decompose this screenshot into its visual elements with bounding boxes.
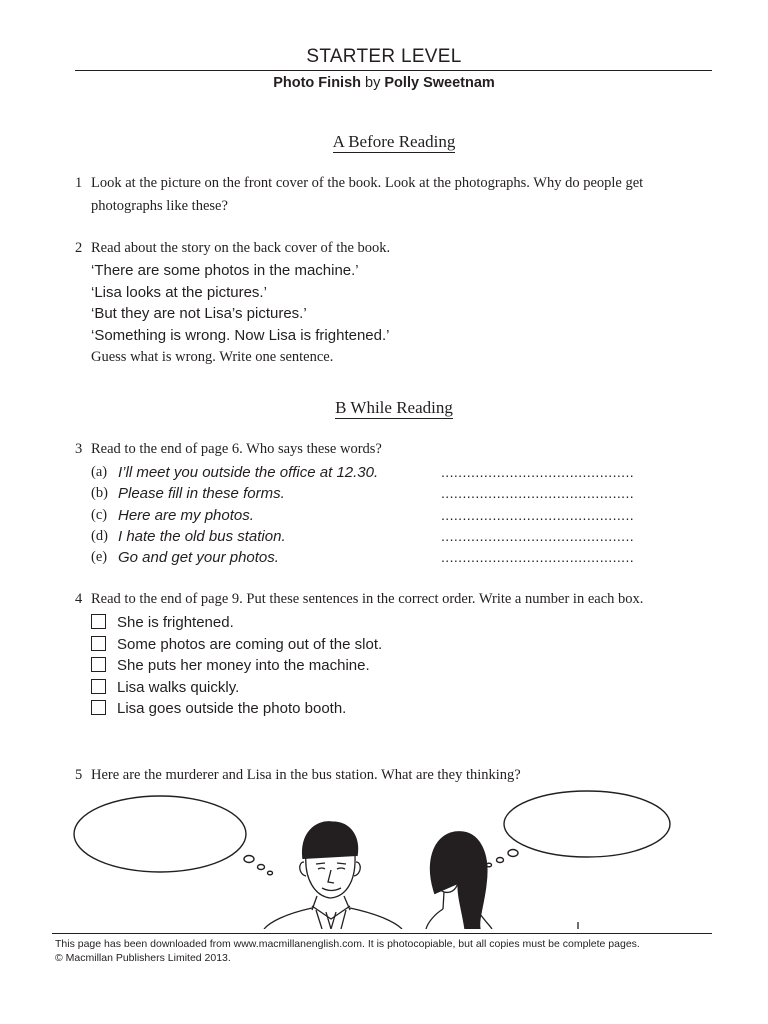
by-word: by xyxy=(365,75,381,91)
item-letter: (e) xyxy=(91,549,108,566)
question-number: 5 xyxy=(75,767,83,783)
speaker-item xyxy=(91,546,695,567)
question-text: Look at the picture on the front cover of the book. Look at the photographs. Why do people get photographs like these? xyxy=(91,175,644,214)
speaker-item xyxy=(91,482,695,503)
question-task: Guess what is wrong. Write one sentence. xyxy=(91,349,334,365)
story-quote: ‘There are some photos in the machine.’ xyxy=(91,262,359,279)
lisa-thought-bubble[interactable] xyxy=(504,791,670,857)
item-letter: (c) xyxy=(91,506,108,523)
book-title-line xyxy=(0,75,768,91)
section-b-heading: B While Reading xyxy=(335,398,453,417)
answer-blank[interactable]: ............................................. xyxy=(441,464,635,480)
title-divider xyxy=(75,70,712,71)
question-number: 3 xyxy=(75,441,83,457)
item-quote: Please fill in these forms. xyxy=(118,485,285,503)
order-item xyxy=(91,611,695,633)
footer xyxy=(55,938,735,965)
order-item xyxy=(91,654,695,676)
murderer-figure xyxy=(264,822,402,929)
item-letter: (a) xyxy=(91,464,108,480)
answer-blank[interactable]: ............................................. xyxy=(441,549,635,566)
item-quote: I’ll meet you outside the office at 12.30. xyxy=(118,464,379,481)
thought-dot xyxy=(268,871,273,875)
item-quote: Here are my photos. xyxy=(118,506,254,524)
question-text: Here are the murderer and Lisa in the bus station. What are they thinking? xyxy=(91,767,521,783)
order-sentence: Lisa goes outside the photo booth. xyxy=(117,700,347,718)
speaker-item xyxy=(91,461,695,482)
answer-blank[interactable]: ............................................. xyxy=(441,485,635,502)
item-letter: (b) xyxy=(91,485,108,502)
book-title: Photo Finish xyxy=(273,75,361,91)
thought-dot xyxy=(497,858,504,863)
speaker-item xyxy=(91,504,695,525)
number-box[interactable] xyxy=(91,614,106,629)
question-intro: Read to the end of page 6. Who says these words? xyxy=(91,441,382,457)
answer-blank[interactable]: ............................................. xyxy=(441,527,635,544)
question-intro: Read to the end of page 9. Put these sentences in the correct order. Write a number in each box. xyxy=(91,591,644,607)
order-sentence: Lisa walks quickly. xyxy=(117,678,240,696)
order-item xyxy=(91,697,695,719)
question-2 xyxy=(75,237,695,369)
story-quote: ‘Lisa looks at the pictures.’ xyxy=(91,283,267,301)
order-item xyxy=(91,676,695,698)
question-number: 1 xyxy=(75,175,83,191)
section-a-heading: A Before Reading xyxy=(332,132,456,151)
thought-dot xyxy=(508,850,518,857)
number-box[interactable] xyxy=(91,636,106,651)
order-sentence: Some photos are coming out of the slot. xyxy=(117,635,383,653)
order-sentence: She is frightened. xyxy=(117,614,234,631)
question-1 xyxy=(75,172,695,218)
order-item xyxy=(91,633,695,655)
number-box[interactable] xyxy=(91,657,106,672)
item-quote: I hate the old bus station. xyxy=(118,527,286,545)
author-name: Polly Sweetnam xyxy=(384,75,495,91)
story-quote: ‘But they are not Lisa’s pictures.’ xyxy=(91,305,307,322)
footer-copyright-note: This page has been downloaded from www.macmillanenglish.com. It is photocopiable, but all copies must be complete pages. xyxy=(55,938,640,950)
question-number: 4 xyxy=(75,591,83,607)
order-sentence: She puts her money into the machine. xyxy=(117,657,370,675)
thought-dot xyxy=(258,865,265,870)
number-box[interactable] xyxy=(91,700,106,715)
question-4 xyxy=(75,588,695,719)
story-quote: ‘Something is wrong. Now Lisa is frightened.’ xyxy=(91,326,390,344)
murderer-thought-bubble[interactable] xyxy=(74,796,246,872)
answer-blank[interactable]: ............................................. xyxy=(441,506,635,523)
question-intro: Read about the story on the back cover of the book. xyxy=(91,240,391,256)
speaker-item xyxy=(91,525,695,546)
question-number: 2 xyxy=(75,240,83,256)
footer-publisher: © Macmillan Publishers Limited 2013. xyxy=(55,951,231,964)
question-3 xyxy=(75,438,695,567)
number-box[interactable] xyxy=(91,679,106,694)
level-title: STARTER LEVEL xyxy=(306,46,462,67)
thought-dot xyxy=(244,856,254,863)
bus-station-illustration xyxy=(60,784,700,929)
item-quote: Go and get your photos. xyxy=(118,549,279,567)
footer-divider xyxy=(52,933,712,934)
item-letter: (d) xyxy=(91,527,108,544)
